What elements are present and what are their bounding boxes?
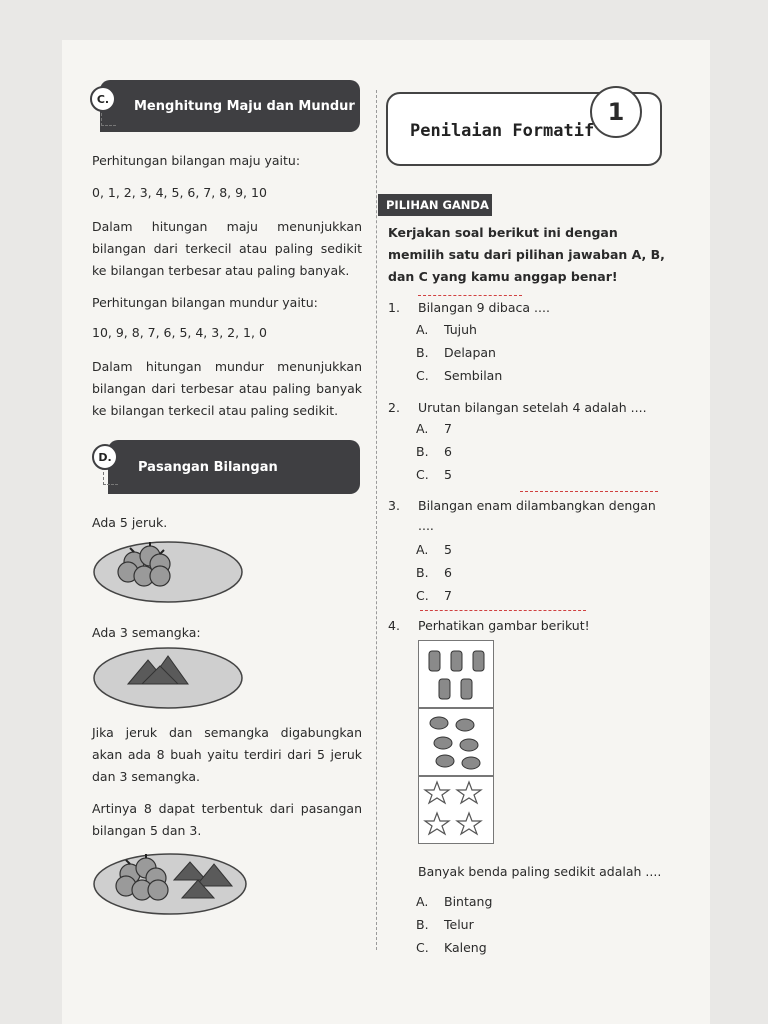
- question-4-option-a[interactable]: A. Bintang: [416, 894, 493, 909]
- question-3-red-annotation: [520, 491, 658, 492]
- can-icon-group: [419, 641, 493, 707]
- question-1-option-c[interactable]: C. Sembilan: [416, 368, 503, 383]
- orange-plate-illustration: [92, 538, 244, 606]
- question-1-option-a[interactable]: A. Tujuh: [416, 322, 477, 337]
- question-2-option-a[interactable]: A. 7: [416, 421, 452, 436]
- penilaian-title: Penilaian Formatif: [410, 121, 595, 141]
- section-d-title: Pasangan Bilangan: [138, 459, 278, 475]
- question-4-option-b[interactable]: B. Telur: [416, 917, 474, 932]
- question-4-subtext: Banyak benda paling sedikit adalah ....: [418, 864, 662, 879]
- question-2-text: Urutan bilangan setelah 4 adalah ....: [418, 400, 647, 415]
- column-divider: [376, 90, 377, 950]
- question-3-option-b[interactable]: B. 6: [416, 565, 452, 580]
- question-1-option-b[interactable]: B. Delapan: [416, 345, 496, 360]
- question-3-option-c[interactable]: C. 7: [416, 588, 452, 603]
- question-1-red-annotation: [418, 295, 522, 296]
- paragraph-mundur-desc: Dalam hitungan mundur menunjukkan bilangan dari terbesar atau paling banyak ke bilangan terkecil atau paling sedikit.: [92, 359, 362, 418]
- paragraph-mundur-sequence: 10, 9, 8, 7, 6, 5, 4, 3, 2, 1, 0: [92, 325, 267, 340]
- section-c-badge: C.: [90, 86, 116, 112]
- paragraph-artinya: Artinya 8 dapat terbentuk dari pasangan bilangan 5 dan 3.: [92, 801, 362, 838]
- section-c-title: Menghitung Maju dan Mundur: [134, 98, 355, 114]
- section-d-header: [108, 440, 360, 494]
- cans-picture-box: [418, 640, 494, 708]
- paragraph-maju-intro: Perhitungan bilangan maju yaitu:: [92, 153, 301, 168]
- question-2-option-c[interactable]: C. 5: [416, 467, 452, 482]
- combined-fruit-plate-illustration: [92, 850, 248, 918]
- question-4-text: Perhatikan gambar berikut!: [418, 618, 590, 633]
- question-4-number: 4.: [388, 618, 400, 633]
- stars-picture-box: [418, 776, 494, 844]
- eggs-picture-box: [418, 708, 494, 776]
- watermelon-plate-illustration: [92, 644, 244, 712]
- section-d-badge: D.: [92, 444, 118, 470]
- question-3-option-a[interactable]: A. 5: [416, 542, 452, 557]
- question-1-text: Bilangan 9 dibaca ....: [418, 300, 550, 315]
- paragraph-maju-sequence: 0, 1, 2, 3, 4, 5, 6, 7, 8, 9, 10: [92, 185, 267, 200]
- paragraph-mundur-intro: Perhitungan bilangan mundur yaitu:: [92, 295, 318, 310]
- star-icon-group: [419, 777, 493, 843]
- question-3-text: Bilangan enam dilambangkan dengan ....: [418, 498, 656, 533]
- question-1-number: 1.: [388, 300, 400, 315]
- section-c-header: [100, 80, 360, 132]
- paragraph-jeruk: Ada 5 jeruk.: [92, 515, 168, 530]
- instruction-text: Kerjakan soal berikut ini dengan memilih satu dari pilihan jawaban A, B, dan C yang kamu anggap benar!: [388, 225, 665, 284]
- question-3-number: 3.: [388, 498, 400, 513]
- paragraph-semangka: Ada 3 semangka:: [92, 625, 201, 640]
- paragraph-gabung: Jika jeruk dan semangka digabungkan akan ada 8 buah yaitu terdiri dari 5 jeruk dan 3 semangka.: [92, 725, 362, 784]
- pilihan-ganda-tag: PILIHAN GANDA: [378, 194, 492, 216]
- section-c-dots: [101, 113, 116, 126]
- question-2-option-b[interactable]: B. 6: [416, 444, 452, 459]
- question-2-number: 2.: [388, 400, 400, 415]
- egg-icon-group: [419, 709, 493, 775]
- section-d-dots: [103, 472, 118, 485]
- question-4-option-c[interactable]: C. Kaleng: [416, 940, 487, 955]
- penilaian-number-badge: 1: [590, 86, 642, 138]
- question-4-red-annotation: [420, 610, 586, 611]
- paragraph-maju-desc: Dalam hitungan maju menunjukkan bilangan dari terkecil atau paling sedikit ke bilangan terbesar atau paling banyak.: [92, 219, 362, 278]
